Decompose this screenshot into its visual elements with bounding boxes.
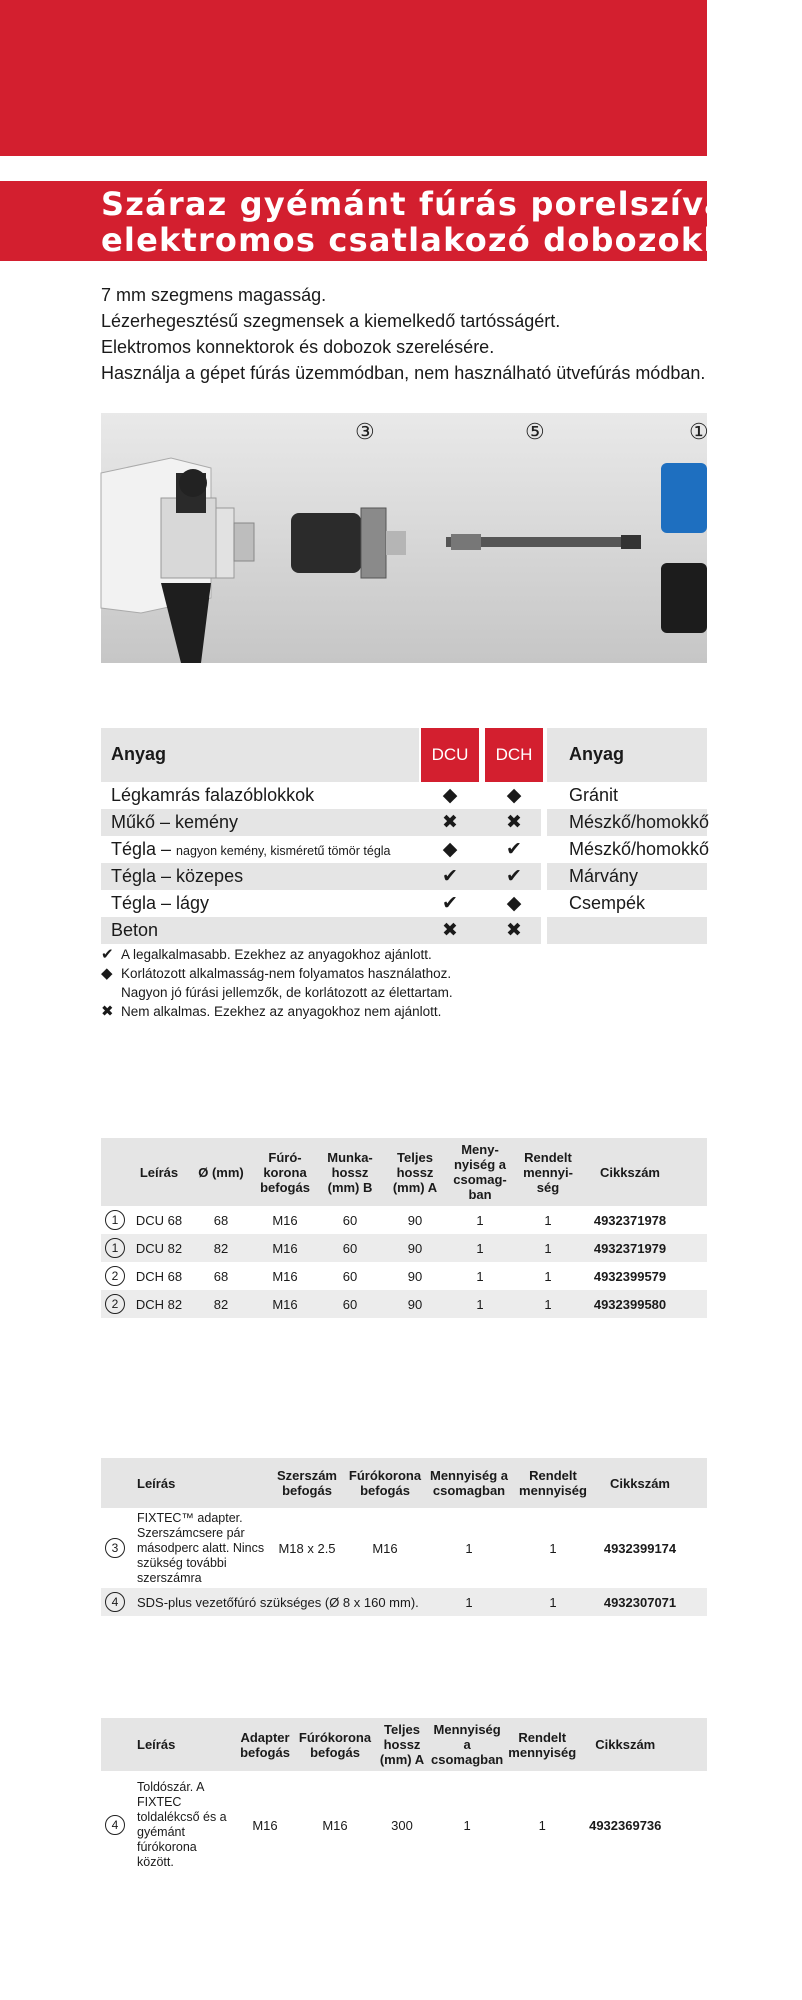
legend-item xyxy=(101,964,453,983)
table-header: Teljes hossz (mm) A xyxy=(383,1138,447,1206)
legend-text: Nem alkalmas. Ezekhez az anyagokhoz nem ajánlott. xyxy=(121,1004,442,1019)
description-line: 7 mm szegmens magasság. xyxy=(101,285,327,305)
material-name-main: Tégla – xyxy=(111,839,177,859)
item-number: 1 xyxy=(105,1210,125,1230)
dch-rating: ◆ xyxy=(506,785,522,806)
table-header: Leírás xyxy=(129,1458,269,1508)
material-name-right: Mészkő/homokkő xyxy=(569,839,710,859)
cell: 300 xyxy=(391,1817,413,1833)
item-number: 2 xyxy=(105,1266,125,1286)
material-row xyxy=(101,782,707,809)
cell: 1 xyxy=(465,1540,473,1556)
top-red-banner xyxy=(0,0,707,156)
cell: 90 xyxy=(407,1268,423,1284)
product-table-3 xyxy=(101,1718,707,1879)
table-header: Teljes hossz (mm) A xyxy=(375,1718,429,1771)
table-header: Rendelt mennyi-ség xyxy=(513,1138,583,1206)
table-header xyxy=(101,1718,129,1771)
material-name-right: Márvány xyxy=(569,866,639,886)
cell: M16 xyxy=(372,1540,398,1556)
dch-rating: ✔ xyxy=(506,866,522,887)
legend-text: Nagyon jó fúrási jellemzők, de korlátozott az élettartam. xyxy=(121,985,453,1000)
cross-icon: ✖ xyxy=(101,1003,114,1020)
material-name-right: Mészkő/homokkő xyxy=(569,812,710,832)
table-header: Cikkszám xyxy=(579,1718,671,1771)
legend-item xyxy=(101,945,453,964)
legend-item xyxy=(101,983,453,1002)
cell: 1 xyxy=(425,1588,513,1616)
material-row xyxy=(101,809,541,836)
material-name-right: Gránit xyxy=(569,785,619,805)
cell: DCH 68 xyxy=(135,1268,183,1284)
table-header: Rendelt mennyiség xyxy=(513,1458,593,1508)
table-header xyxy=(687,1458,707,1508)
cell: 60 xyxy=(317,1290,383,1318)
article-number: 4932371978 xyxy=(593,1212,667,1228)
dch-column-header: DCH xyxy=(485,728,543,782)
dcu-rating: ◆ xyxy=(442,839,458,860)
cell: 1 xyxy=(544,1212,552,1228)
cell: M16 xyxy=(253,1290,317,1318)
cell: SDS-plus vezetőfúró szükséges (Ø 8 x 160 mm). xyxy=(129,1588,425,1616)
table-header: Meny-nyiség a csomag-ban xyxy=(447,1138,513,1206)
item-number: 4 xyxy=(105,1592,125,1612)
product-table-1 xyxy=(101,1138,707,1318)
materials-header: Anyag xyxy=(111,744,167,764)
legend-text: A legalkalmasabb. Ezekhez az anyagokhoz ajánlott. xyxy=(121,947,432,962)
cell: M16 xyxy=(253,1234,317,1262)
table-row xyxy=(101,1508,707,1588)
dcu-rating: ✖ xyxy=(442,920,458,941)
table-header-row xyxy=(101,1138,707,1206)
table-header: Fúrókorona befogás xyxy=(345,1458,425,1508)
material-name: Műkő – kemény xyxy=(111,812,239,832)
check-icon: ✔ xyxy=(101,946,114,963)
material-row xyxy=(101,836,710,863)
title-line-1: Száraz gyémánt fúrás porelszívással xyxy=(101,185,802,223)
item-number: 3 xyxy=(105,1538,125,1558)
cell: M16 xyxy=(272,1268,298,1284)
cell: M16 xyxy=(252,1817,278,1833)
photo-label-1: ① xyxy=(689,419,709,444)
cell: 1 xyxy=(476,1212,484,1228)
diamond-icon: ◆ xyxy=(101,965,113,982)
table-row xyxy=(101,1234,707,1262)
table-header: Fúrókorona befogás xyxy=(295,1718,375,1771)
table-header: Fúró-korona befogás xyxy=(253,1138,317,1206)
cell: 1 xyxy=(544,1268,552,1284)
description-line: Lézerhegesztésű szegmensek a kiemelkedő tartósságért. xyxy=(101,311,561,331)
cell: Toldószár. A FIXTEC toldalékcső és a gyémánt fúrókorona között. xyxy=(137,1780,227,1869)
table-header: Adapter befogás xyxy=(235,1718,295,1771)
article-number: 4932399580 xyxy=(583,1290,677,1318)
cell: 68 xyxy=(213,1212,229,1228)
cell: DCU 68 xyxy=(135,1212,183,1228)
legend xyxy=(101,945,453,1021)
material-row-right-bg xyxy=(547,863,707,890)
materials-header-right: Anyag xyxy=(569,744,625,764)
dcu-rating: ✔ xyxy=(442,866,458,887)
table-header: Mennyiség a csomagban xyxy=(425,1458,513,1508)
table-header-row xyxy=(101,1718,707,1771)
description-line: Elektromos konnektorok és dobozok szerelésére. xyxy=(101,337,495,357)
table-header: Szerszám befogás xyxy=(269,1458,345,1508)
material-name: Tégla – lágy xyxy=(111,893,210,913)
material-row-right-bg xyxy=(547,809,710,836)
material-name: Légkamrás falazóblokkok xyxy=(111,785,315,805)
drill-assembly-illustration xyxy=(101,413,707,663)
cell: 1 xyxy=(476,1268,484,1284)
material-row xyxy=(101,917,541,944)
dcu-rating: ✖ xyxy=(442,812,458,833)
article-number: 4932399579 xyxy=(593,1268,667,1284)
table-header: Munka-hossz (mm) B xyxy=(317,1138,383,1206)
cell: 60 xyxy=(342,1212,358,1228)
cell: 90 xyxy=(383,1290,447,1318)
material-name-right: Csempék xyxy=(569,893,646,913)
table-header: Mennyiség a csomagban xyxy=(429,1718,505,1771)
photo-label-3: ③ xyxy=(355,419,375,444)
cell: DCU 82 xyxy=(129,1234,189,1262)
table-header xyxy=(671,1718,707,1771)
table-row xyxy=(101,1588,707,1616)
cell: 60 xyxy=(342,1268,358,1284)
material-row xyxy=(101,890,707,917)
cell: 90 xyxy=(383,1234,447,1262)
table-header: Cikkszám xyxy=(593,1458,687,1508)
material-name xyxy=(111,836,391,865)
material-name: Beton xyxy=(111,920,159,940)
description-line: Használja a gépet fúrás üzemmódban, nem használható ütvefúrás módban. xyxy=(101,363,706,383)
table-header: Rendelt mennyiség xyxy=(505,1718,579,1771)
table-row xyxy=(101,1290,707,1318)
cell: 1 xyxy=(513,1234,583,1262)
item-number: 2 xyxy=(105,1294,125,1314)
title-line-2: elektromos csatlakozó dobozokhoz xyxy=(101,221,771,259)
article-number: 4932307071 xyxy=(593,1588,687,1616)
material-row-right-bg xyxy=(547,917,707,944)
product-table-2 xyxy=(101,1458,707,1616)
table-header xyxy=(677,1138,707,1206)
table-row xyxy=(101,1262,707,1290)
cell: 1 xyxy=(447,1290,513,1318)
cell: 68 xyxy=(213,1268,229,1284)
item-number: 4 xyxy=(105,1815,125,1835)
cell: 82 xyxy=(189,1290,253,1318)
cell: 1 xyxy=(447,1234,513,1262)
cell: FIXTEC™ adapter. Szerszámcsere pár másodperc alatt. Nincs szükség további szerszámra xyxy=(137,1510,265,1585)
dch-rating: ✖ xyxy=(506,812,522,833)
product-photo xyxy=(101,413,707,663)
title-band xyxy=(0,181,802,261)
cell: M18 x 2.5 xyxy=(278,1540,336,1556)
article-number: 4932369736 xyxy=(589,1817,662,1833)
description xyxy=(101,282,707,386)
material-row xyxy=(101,863,541,890)
material-name: Tégla – közepes xyxy=(111,866,244,886)
article-number: 4932399174 xyxy=(603,1540,677,1556)
dch-rating: ✔ xyxy=(506,839,522,860)
cell: 1 xyxy=(549,1540,557,1556)
table-row xyxy=(101,1771,707,1879)
photo-label-5: ⑤ xyxy=(525,419,545,444)
dcu-rating: ◆ xyxy=(442,785,458,806)
cell: 60 xyxy=(317,1234,383,1262)
cell: 1 xyxy=(513,1588,593,1616)
table-header xyxy=(101,1138,129,1206)
dch-rating: ◆ xyxy=(506,893,522,914)
cell: M16 xyxy=(322,1817,348,1833)
item-number: 1 xyxy=(105,1238,125,1258)
cell: 90 xyxy=(407,1212,423,1228)
legend-item xyxy=(101,1002,453,1021)
cell: DCH 82 xyxy=(129,1290,189,1318)
legend-text: Korlátozott alkalmasság-nem folyamatos használathoz. xyxy=(121,966,452,981)
table-header: Cikkszám xyxy=(583,1138,677,1206)
cell: 1 xyxy=(513,1290,583,1318)
material-name-extra: nagyon kemény, kisméretű tömör tégla xyxy=(176,844,391,858)
article-number: 4932371979 xyxy=(583,1234,677,1262)
table-row xyxy=(101,1206,707,1234)
cell: 1 xyxy=(463,1817,471,1833)
table-header xyxy=(101,1458,129,1508)
table-header: Leírás xyxy=(129,1138,189,1206)
table-header-row xyxy=(101,1458,707,1508)
dcu-column-header: DCU xyxy=(421,728,479,782)
cell: 82 xyxy=(189,1234,253,1262)
dcu-rating: ✔ xyxy=(442,893,458,914)
cell: M16 xyxy=(272,1212,298,1228)
table-header: Ø (mm) xyxy=(189,1138,253,1206)
table-header: Leírás xyxy=(129,1718,235,1771)
dch-rating: ✖ xyxy=(506,920,522,941)
cell: 1 xyxy=(538,1817,546,1833)
